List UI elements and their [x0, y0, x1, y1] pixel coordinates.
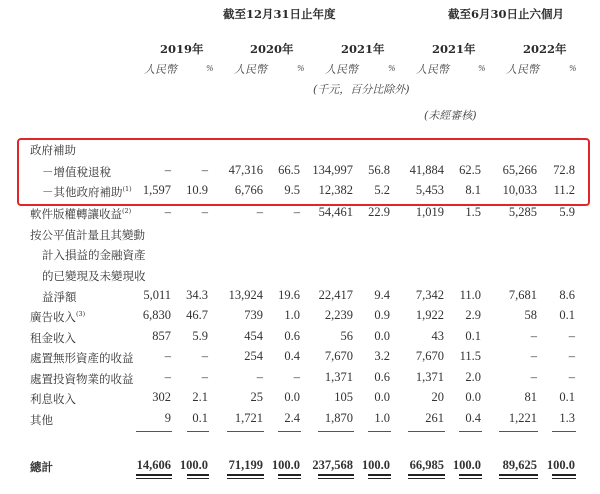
- percent-label: %: [206, 64, 214, 73]
- row-label-text: －增值稅退稅: [42, 165, 111, 179]
- year-2021: 2021年: [341, 42, 385, 56]
- table-cell: –: [164, 370, 171, 384]
- table-cell: 1.3: [559, 411, 575, 425]
- footnote-marker: (3): [76, 310, 86, 319]
- table-cell: 2,239: [324, 308, 353, 322]
- table-cell: 1,221: [508, 411, 537, 425]
- total-cell: 66,985: [409, 458, 444, 472]
- table-cell: 0.1: [559, 308, 575, 322]
- table-cell: 7,670: [415, 349, 444, 363]
- subtotal-rule: [136, 431, 172, 432]
- double-rule: [368, 478, 391, 479]
- footnote-marker: (2): [122, 207, 132, 216]
- table-cell: 9.4: [374, 288, 390, 302]
- row-label-text: 按公平值計量且其變動: [30, 228, 145, 242]
- table-cell: 739: [244, 308, 263, 322]
- table-cell: 56.8: [368, 163, 390, 177]
- table-cell: 1,870: [324, 411, 353, 425]
- row-label: [30, 350, 134, 366]
- unaudited-note: (未經審核): [424, 109, 477, 122]
- table-cell: 3.2: [374, 349, 390, 363]
- row-label-text: 益淨額: [42, 290, 77, 304]
- total-cell: 237,568: [312, 458, 353, 472]
- table-cell: 0.6: [374, 370, 390, 384]
- row-label: [30, 330, 76, 346]
- table-cell: 1,597: [142, 183, 171, 197]
- total-cell: 100.0: [546, 458, 575, 472]
- currency-label: 人民幣: [144, 63, 177, 76]
- table-cell: 22.9: [368, 205, 390, 219]
- currency-label: 人民幣: [416, 63, 449, 76]
- total-cell: 14,606: [136, 458, 171, 472]
- row-label: [42, 184, 132, 200]
- percent-label: %: [388, 64, 396, 73]
- table-cell: 1.0: [374, 411, 390, 425]
- table-cell: 43: [431, 329, 444, 343]
- table-cell: 10.9: [186, 183, 208, 197]
- double-rule: [552, 474, 576, 476]
- total-label: 總計: [30, 460, 53, 474]
- subtotal-rule: [278, 431, 301, 432]
- year-2021-h1: 2021年: [432, 42, 476, 56]
- double-rule: [368, 474, 391, 476]
- table-cell: 1,371: [324, 370, 353, 384]
- table-cell: 62.5: [459, 163, 481, 177]
- double-rule: [499, 474, 538, 476]
- percent-label: %: [297, 64, 305, 73]
- table-cell: 0.1: [465, 329, 481, 343]
- table-cell: 19.6: [278, 288, 300, 302]
- table-cell: 5.9: [192, 329, 208, 343]
- subtotal-rule: [227, 431, 264, 432]
- double-rule: [227, 474, 264, 476]
- subtotal-rule: [552, 431, 576, 432]
- row-label: [30, 371, 134, 387]
- table-cell: 261: [425, 411, 444, 425]
- table-cell: 2.4: [284, 411, 300, 425]
- row-label-text: 利息收入: [30, 392, 76, 406]
- double-rule: [408, 478, 445, 479]
- table-cell: –: [568, 370, 575, 384]
- double-rule: [408, 474, 445, 476]
- table-cell: 11.0: [459, 288, 481, 302]
- subtotal-rule: [187, 431, 209, 432]
- table-cell: 46.7: [186, 308, 208, 322]
- table-cell: 25: [250, 390, 263, 404]
- table-cell: 6,766: [234, 183, 263, 197]
- total-cell: 100.0: [179, 458, 208, 472]
- table-cell: 65,266: [502, 163, 537, 177]
- row-label-text: 軟件版權轉讓收益: [30, 207, 122, 221]
- table-cell: 41,884: [409, 163, 444, 177]
- currency-label: 人民幣: [325, 63, 358, 76]
- table-cell: 54,461: [318, 205, 353, 219]
- table-cell: –: [164, 349, 171, 363]
- year-2022-h1: 2022年: [523, 42, 567, 56]
- table-cell: 13,924: [228, 288, 263, 302]
- header-six-months: 截至6月30日止六個月: [448, 7, 565, 21]
- double-rule: [459, 478, 482, 479]
- table-cell: 58: [524, 308, 537, 322]
- table-cell: 11.2: [553, 183, 575, 197]
- row-label: [30, 412, 53, 428]
- table-cell: 2.9: [465, 308, 481, 322]
- table-cell: 8.6: [559, 288, 575, 302]
- table-cell: 134,997: [312, 163, 353, 177]
- row-label-text: 其他: [30, 413, 53, 427]
- table-cell: –: [530, 370, 537, 384]
- table-cell: –: [530, 329, 537, 343]
- table-cell: –: [256, 205, 263, 219]
- double-rule: [278, 474, 301, 476]
- total-cell: 71,199: [228, 458, 263, 472]
- row-label: [30, 206, 131, 222]
- table-cell: –: [530, 349, 537, 363]
- table-cell: 0.1: [559, 390, 575, 404]
- table-cell: 0.4: [465, 411, 481, 425]
- subtotal-rule: [408, 431, 445, 432]
- double-rule: [499, 478, 538, 479]
- table-cell: 0.0: [374, 390, 390, 404]
- row-label: [30, 142, 76, 158]
- table-cell: 9: [164, 411, 171, 425]
- row-label-text: 廣告收入: [30, 310, 76, 324]
- table-cell: 12,382: [318, 183, 353, 197]
- table-cell: 302: [152, 390, 171, 404]
- row-label-text: 政府補助: [30, 143, 76, 157]
- table-cell: 0.1: [192, 411, 208, 425]
- subtotal-rule: [368, 431, 391, 432]
- row-label: [42, 289, 77, 305]
- double-rule: [552, 478, 576, 479]
- row-label-text: 處置投資物業的收益: [30, 372, 134, 386]
- table-cell: 8.1: [465, 183, 481, 197]
- table-cell: 2.0: [465, 370, 481, 384]
- table-cell: 56: [340, 329, 353, 343]
- header-full-year: 截至12月31日止年度: [223, 7, 336, 21]
- row-label-text: 租金收入: [30, 331, 76, 345]
- row-label: [42, 164, 111, 180]
- row-label-text: －其他政府補助: [42, 185, 123, 199]
- table-cell: 1,922: [415, 308, 444, 322]
- table-cell: 6,830: [142, 308, 171, 322]
- table-cell: 1.0: [284, 308, 300, 322]
- row-label: [30, 391, 76, 407]
- double-rule: [227, 478, 264, 479]
- table-cell: 5.9: [559, 205, 575, 219]
- double-rule: [187, 478, 209, 479]
- total-cell: 100.0: [452, 458, 481, 472]
- table-cell: 5,453: [415, 183, 444, 197]
- table-cell: 0.0: [465, 390, 481, 404]
- subtotal-rule: [459, 431, 482, 432]
- double-rule: [278, 478, 301, 479]
- total-cell: 100.0: [361, 458, 390, 472]
- table-cell: 1,721: [234, 411, 263, 425]
- percent-label: %: [569, 64, 577, 73]
- double-rule: [136, 478, 172, 479]
- row-label-text: 處置無形資產的收益: [30, 351, 134, 365]
- table-cell: 1.5: [465, 205, 481, 219]
- units-note: (千元，百分比除外): [313, 83, 410, 96]
- footnote-marker: (1): [122, 185, 132, 194]
- table-cell: 0.6: [284, 329, 300, 343]
- row-label-text: 的已變現及未變現收: [42, 269, 146, 283]
- table-cell: 5,011: [143, 288, 171, 302]
- table-cell: 7,342: [415, 288, 444, 302]
- table-cell: 0.0: [374, 329, 390, 343]
- row-label-text: 計入損益的金融資產: [42, 248, 146, 262]
- row-label: [42, 247, 146, 263]
- currency-label: 人民幣: [234, 63, 267, 76]
- row-label: [42, 268, 146, 284]
- table-cell: 47,316: [228, 163, 263, 177]
- table-cell: –: [164, 163, 171, 177]
- table-cell: 7,670: [324, 349, 353, 363]
- table-cell: 20: [431, 390, 444, 404]
- percent-label: %: [478, 64, 486, 73]
- table-cell: 454: [244, 329, 263, 343]
- table-cell: –: [201, 163, 208, 177]
- currency-label: 人民幣: [506, 63, 539, 76]
- table-cell: 34.3: [186, 288, 208, 302]
- table-cell: 5.2: [374, 183, 390, 197]
- table-cell: 254: [244, 349, 263, 363]
- table-cell: 7,681: [508, 288, 537, 302]
- table-cell: –: [293, 370, 300, 384]
- table-cell: –: [164, 205, 171, 219]
- table-cell: 0.4: [284, 349, 300, 363]
- table-cell: 22,417: [318, 288, 353, 302]
- table-cell: 5,285: [508, 205, 537, 219]
- table-cell: –: [568, 349, 575, 363]
- double-rule: [459, 474, 482, 476]
- table-cell: –: [201, 370, 208, 384]
- row-label: [30, 227, 145, 243]
- row-label: [30, 309, 85, 325]
- table-cell: 1,019: [415, 205, 444, 219]
- table-cell: 0.9: [374, 308, 390, 322]
- table-cell: –: [201, 205, 208, 219]
- table-cell: 1,371: [415, 370, 444, 384]
- table-cell: 105: [334, 390, 353, 404]
- table-cell: 10,033: [502, 183, 537, 197]
- table-cell: 0.0: [284, 390, 300, 404]
- subtotal-rule: [499, 431, 538, 432]
- double-rule: [136, 474, 172, 476]
- table-cell: –: [568, 329, 575, 343]
- table-cell: 81: [524, 390, 537, 404]
- table-cell: 857: [152, 329, 171, 343]
- table-cell: –: [256, 370, 263, 384]
- subtotal-rule: [318, 431, 354, 432]
- table-cell: 11.5: [459, 349, 481, 363]
- table-cell: 9.5: [284, 183, 300, 197]
- table-cell: 66.5: [278, 163, 300, 177]
- table-cell: 72.8: [553, 163, 575, 177]
- double-rule: [187, 474, 209, 476]
- total-cell: 89,625: [502, 458, 537, 472]
- double-rule: [318, 474, 354, 476]
- table-cell: –: [293, 205, 300, 219]
- total-cell: 100.0: [271, 458, 300, 472]
- table-cell: –: [201, 349, 208, 363]
- table-cell: 2.1: [192, 390, 208, 404]
- year-2020: 2020年: [250, 42, 294, 56]
- year-2019: 2019年: [160, 42, 204, 56]
- double-rule: [318, 478, 354, 479]
